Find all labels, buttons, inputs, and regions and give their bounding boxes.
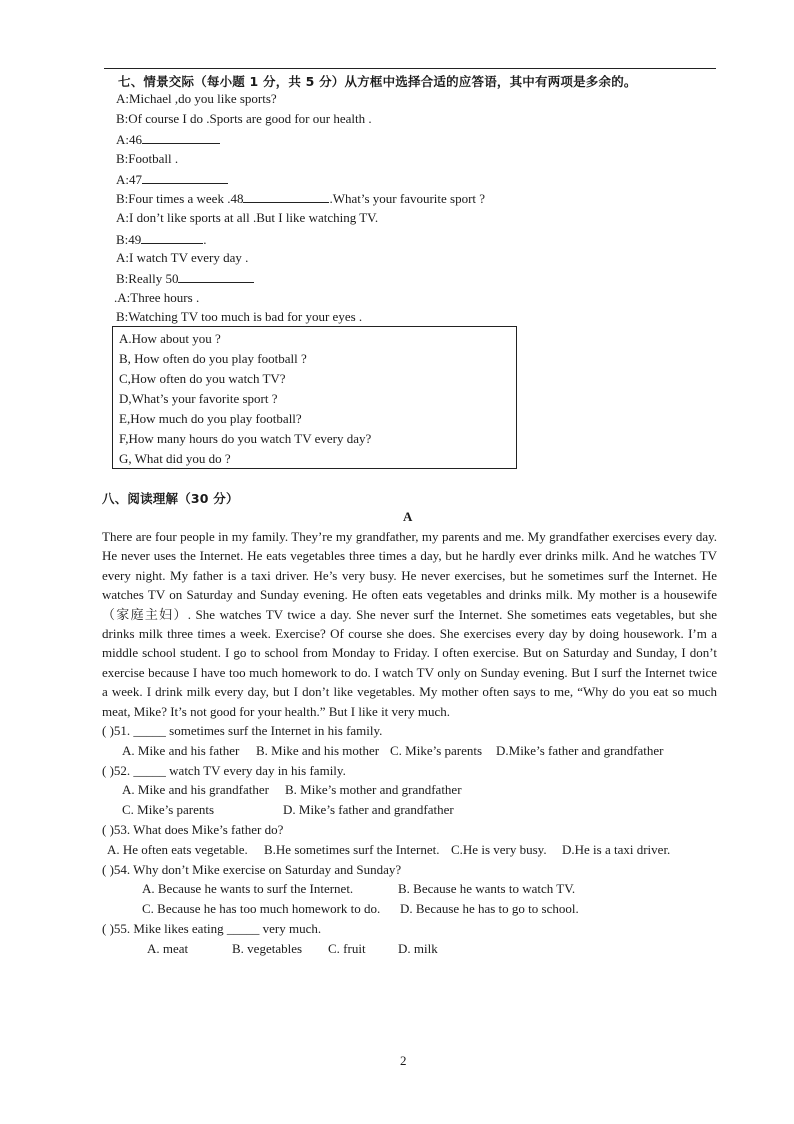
passage-line: middle school student. I go to school from Monday to Friday. I often exercise. But on Saturday and Sunday, I don’t [102, 645, 717, 661]
q52-option-c[interactable]: C. Mike’s parents [122, 802, 215, 817]
passage-line: （家庭主妇）. She watches TV twice a day. She never surf the Internet. She sometimes eats vegetables, but she [102, 606, 717, 622]
dialogue-text-after: .What’s your favourite sport ? [329, 191, 486, 206]
q51-option-a[interactable]: A. Mike and his father [122, 743, 240, 758]
q53-option-c[interactable]: C.He is very busy. [451, 842, 547, 857]
passage-label: A [403, 509, 413, 524]
question-54-stem: ( )54. Why don’t Mike exercise on Saturday and Sunday? [102, 862, 402, 877]
section7-title: 七、情景交际（每小题 1 分，共 5 分）从方框中选择合适的应答语，其中有两项是多余的。 [118, 74, 637, 89]
q53-option-d[interactable]: D.He is a taxi driver. [562, 842, 671, 857]
q55-option-b[interactable]: B. vegetables [232, 941, 303, 956]
dialogue-text: B:Really 50 [116, 271, 179, 286]
passage-line: exercise because I have too much homework to do. I watch TV only on Sunday evening. But I surf the Internet twice [102, 664, 717, 680]
dialogue-text: B:Four times a week .48 [116, 191, 244, 206]
option-b: B, How often do you play football ? [119, 351, 307, 366]
q52-option-b[interactable]: B. Mike’s mother and grandfather [285, 782, 462, 797]
q54-option-a[interactable]: A. Because he wants to surf the Internet. [142, 881, 354, 896]
dialogue-line: .A:Three hours . [114, 290, 200, 305]
q51-option-b[interactable]: B. Mike and his mother [256, 743, 380, 758]
option-d: D,What’s your favorite sport ? [119, 391, 278, 406]
q55-option-a[interactable]: A. meat [147, 941, 189, 956]
q52-option-d[interactable]: D. Mike’s father and grandfather [283, 802, 454, 817]
q54-option-c[interactable]: C. Because he has too much homework to do. [142, 901, 381, 916]
page-number: 2 [400, 1053, 407, 1068]
question-55-stem: ( )55. Mike likes eating _____ very much. [102, 921, 322, 936]
options-box [112, 326, 517, 469]
dialogue-line: B:Football . [116, 151, 179, 166]
dialogue-line: B:Watching TV too much is bad for your eyes . [116, 309, 363, 324]
dialogue-line [116, 270, 254, 287]
q51-option-d[interactable]: D.Mike’s father and grandfather [496, 743, 664, 758]
passage-line: every night. My father is a taxi driver. He’s very busy. He never exercises, but he sometimes surf the Internet. He [102, 567, 717, 583]
passage-line: There are four people in my family. They’re my grandfather, my parents and me. My grandfather exercises every day. [102, 529, 717, 544]
answer-blank-48[interactable] [243, 190, 329, 203]
reading-passage [102, 527, 717, 721]
q54-option-b[interactable]: B. Because he wants to watch TV. [398, 881, 576, 896]
passage-line: a week. I drink milk every day, but I don’t like vegetables. My mother often says to me, “Why do you eat so much [102, 684, 717, 700]
dialogue-line: A:I watch TV every day . [116, 250, 249, 265]
q54-option-d[interactable]: D. Because he has to go to school. [400, 901, 579, 916]
option-c: C,How often do you watch TV? [119, 371, 286, 386]
passage-line: meat, Mike? It’s not good for your health.” But I like it very much. [102, 703, 451, 719]
dialogue-line: A:I don’t like sports at all .But I like watching TV. [116, 210, 379, 225]
dialogue-text-after: . [203, 232, 207, 247]
dialogue-line [116, 231, 207, 248]
dialogue-line: B:Of course I do .Sports are good for our health . [116, 111, 372, 126]
option-e: E,How much do you play football? [119, 411, 302, 426]
option-g: G, What did you do ? [119, 451, 231, 466]
dialogue-line [116, 190, 485, 207]
dialogue-line [116, 131, 220, 148]
option-f: F,How many hours do you watch TV every day? [119, 431, 372, 446]
dialogue-text: A:47 [116, 172, 142, 187]
passage-line: He never uses the Internet. He eats vegetables three times a day, but he hardly ever drinks milk. And he watches TV [102, 548, 717, 564]
q53-option-b[interactable]: B.He sometimes surf the Internet. [264, 842, 440, 857]
answer-blank-50[interactable] [178, 270, 254, 283]
q51-option-c[interactable]: C. Mike’s parents [390, 743, 483, 758]
dialogue-line [116, 171, 228, 188]
question-51-stem: ( )51. _____ sometimes surf the Internet in his family. [102, 723, 383, 738]
section8-title: 八、阅读理解（30 分） [102, 491, 239, 506]
option-a: A.How about you ? [119, 331, 221, 346]
q55-option-c[interactable]: C. fruit [328, 941, 366, 956]
passage-line: drinks milk three times a week. Exercise? Of course she does. She exercises every day by doing housework. I’m a [102, 625, 717, 641]
dialogue-text: B:49 [116, 232, 142, 247]
answer-blank-49[interactable] [141, 231, 203, 244]
passage-line: watches TV on Saturday and Sunday evening. He often eats vegetables and drinks milk. My mother is a housewife [102, 587, 717, 603]
answer-blank-47[interactable] [142, 171, 228, 184]
dialogue-text: A:46 [116, 132, 142, 147]
q52-option-a[interactable]: A. Mike and his grandfather [122, 782, 269, 797]
q55-option-d[interactable]: D. milk [398, 941, 438, 956]
dialogue-line: A:Michael ,do you like sports? [116, 91, 277, 106]
q53-option-a[interactable]: A. He often eats vegetable. [107, 842, 248, 857]
header-rule [104, 68, 716, 69]
answer-blank-46[interactable] [142, 131, 220, 144]
question-52-stem: ( )52. _____ watch TV every day in his family. [102, 763, 346, 778]
question-53-stem: ( )53. What does Mike’s father do? [102, 822, 284, 837]
